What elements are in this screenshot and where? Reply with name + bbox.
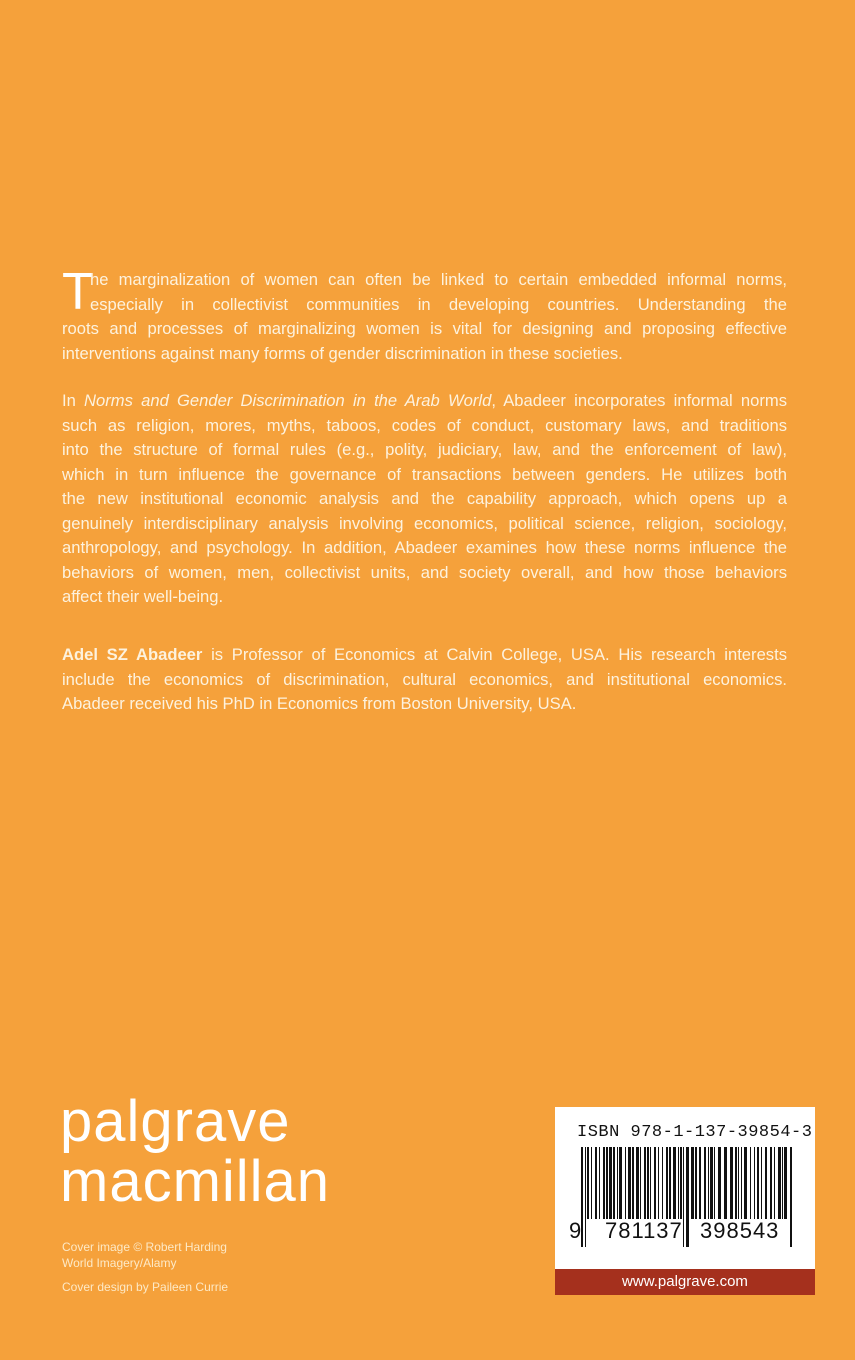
barcode-box	[555, 1107, 815, 1269]
cover-design-credit: Cover design by Paileen Currie	[62, 1280, 229, 1294]
barcode-bar	[636, 1147, 639, 1219]
barcode-bar	[718, 1147, 721, 1219]
barcode-bar	[587, 1147, 589, 1219]
barcode-bar	[632, 1147, 634, 1219]
barcode-bar	[603, 1147, 605, 1219]
text-line: he marginalization of women can often be linked to certain embedded informal norms,	[90, 270, 787, 289]
barcode-bar	[654, 1147, 656, 1219]
isbn-text: ISBN 978-1-137-39854-3	[577, 1123, 813, 1142]
text: is Professor of Economics at Calvin College, USA. His research interests	[202, 645, 787, 664]
barcode-bar	[741, 1147, 742, 1219]
barcode-bar	[714, 1147, 715, 1219]
text-line: behaviors of women, men, collectivist units, and society overall, and how those behaviors	[62, 562, 787, 582]
drop-cap: T	[62, 263, 94, 321]
publisher-logo-line2: macmillan	[60, 1149, 331, 1214]
barcode-bar	[735, 1147, 737, 1219]
author-bio	[62, 643, 787, 717]
barcode-bar	[724, 1147, 727, 1219]
barcode-bar	[640, 1147, 641, 1219]
barcode-bar	[686, 1147, 689, 1247]
text-line: which in turn influence the governance of transactions between genders. He utilizes both	[62, 464, 787, 484]
barcode-bar	[585, 1147, 586, 1247]
text-line: the new institutional economic analysis and the capability approach, which opens up a	[62, 489, 787, 508]
barcode-bar	[617, 1147, 618, 1219]
cover-image-credit-1: Cover image © Robert Harding	[62, 1240, 227, 1254]
barcode-bar	[666, 1147, 668, 1219]
barcode-bar	[669, 1147, 671, 1219]
text: In	[62, 391, 85, 410]
barcode-bar	[619, 1147, 622, 1219]
barcode-bar	[710, 1147, 713, 1219]
barcode-bar	[782, 1147, 783, 1219]
text-line: genuinely interdisciplinary analysis involving economics, political science, religion, sociology,	[62, 513, 787, 533]
barcode-bar	[757, 1147, 759, 1219]
barcode-bar	[644, 1147, 646, 1219]
barcode-bar	[673, 1147, 676, 1219]
text-line: Abadeer received his PhD in Economics from Boston University, USA.	[62, 694, 577, 713]
barcode-bar	[738, 1147, 739, 1219]
barcode-bar	[662, 1147, 663, 1219]
text: , Abadeer incorporates informal norms	[491, 391, 787, 410]
barcode-bar	[613, 1147, 615, 1219]
barcode-bar	[765, 1147, 767, 1219]
barcode-bar	[609, 1147, 612, 1219]
barcode-bar	[704, 1147, 706, 1219]
text-line	[62, 389, 787, 414]
cover-image-credit-2: World Imagery/Alamy	[62, 1256, 177, 1270]
text-line: anthropology, and psychology. In addition, Abadeer examines how these norms influence the	[62, 538, 787, 557]
barcode-bar	[761, 1147, 762, 1219]
barcode-bar	[650, 1147, 651, 1219]
blurb-paragraph-1	[62, 263, 787, 366]
text-line: include the economics of discrimination, cultural economics, and institutional economics.	[62, 669, 787, 689]
text-line: into the structure of formal rules (e.g., polity, judiciary, law, and the enforcement of law),	[62, 440, 787, 459]
blurb-paragraph-2	[62, 389, 787, 610]
text-line: roots and processes of marginalizing women is vital for designing and proposing effective	[62, 319, 787, 338]
barcode-bar	[790, 1147, 792, 1247]
barcode-bar	[628, 1147, 631, 1219]
barcode-bar	[606, 1147, 608, 1219]
barcode-bar	[647, 1147, 649, 1219]
barcode-bar	[784, 1147, 787, 1219]
barcode-bar	[708, 1147, 709, 1219]
barcode-bar	[595, 1147, 597, 1219]
barcode-bar	[770, 1147, 772, 1219]
barcode-bar	[591, 1147, 592, 1219]
barcode-bar	[744, 1147, 747, 1219]
barcode-digit-first: 9	[569, 1218, 582, 1243]
barcode-bar	[778, 1147, 781, 1219]
barcode-bar	[774, 1147, 775, 1219]
barcode-bar	[750, 1147, 751, 1219]
publisher-logo-line1: palgrave	[60, 1089, 291, 1154]
barcode-bar	[678, 1147, 679, 1219]
barcode-bar	[683, 1147, 684, 1247]
barcode-digits-left: 781137	[605, 1218, 683, 1243]
text-line: such as religion, mores, myths, taboos, codes of conduct, customary laws, and traditions	[62, 415, 787, 435]
barcode-bar	[658, 1147, 659, 1219]
publisher-url[interactable]: www.palgrave.com	[555, 1269, 815, 1295]
text-line: especially in collectivist communities in developing countries. Understanding the	[90, 294, 787, 314]
barcode-bar	[691, 1147, 694, 1219]
barcode-bar	[625, 1147, 626, 1219]
barcode-digits-right: 398543	[700, 1218, 780, 1243]
barcode-bar	[730, 1147, 733, 1219]
book-title: Norms and Gender Discrimination in the Arab World	[84, 391, 492, 410]
barcode-bar	[599, 1147, 600, 1219]
text-line	[62, 643, 787, 668]
barcode-bar	[754, 1147, 755, 1219]
author-name: Adel SZ Abadeer	[62, 645, 203, 664]
barcode-bar	[695, 1147, 697, 1219]
barcode-bar	[581, 1147, 583, 1247]
text-line: affect their well-being.	[62, 587, 224, 606]
text-line: interventions against many forms of gender discrimination in these societies.	[62, 343, 623, 363]
barcode-bar	[680, 1147, 682, 1219]
barcode-bar	[699, 1147, 701, 1219]
